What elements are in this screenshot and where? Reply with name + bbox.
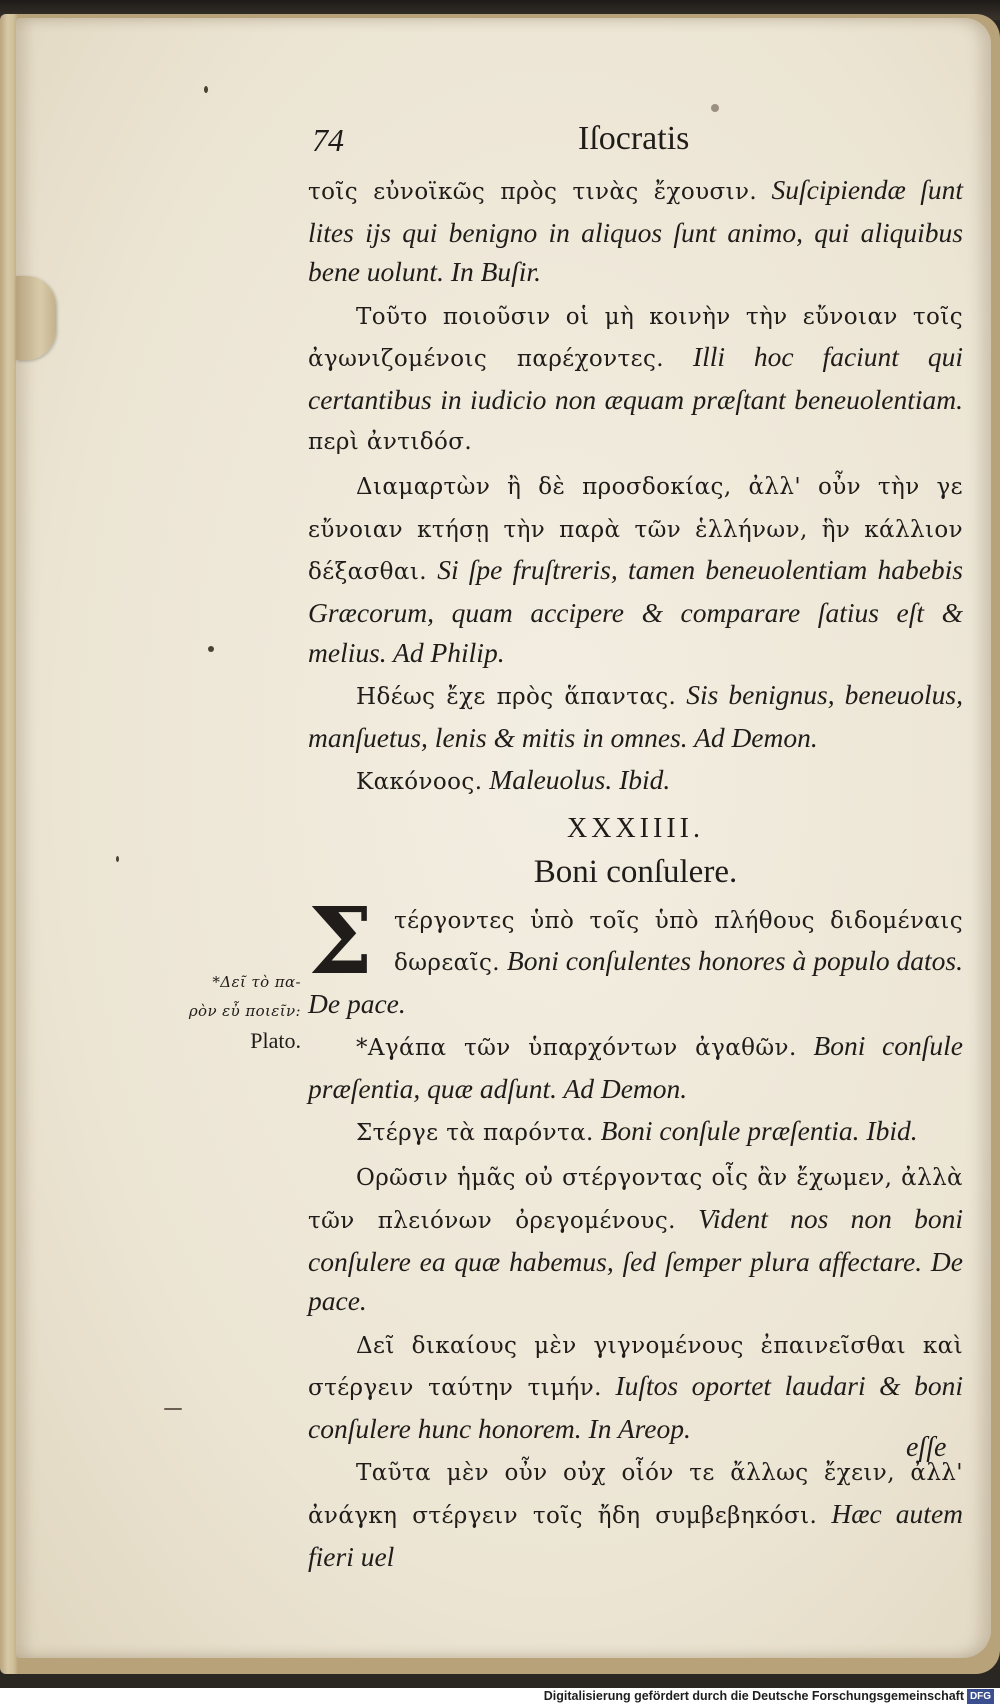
ink-speck (208, 646, 214, 652)
greek-quote: Στέργε τὰ παρόντα. (356, 1120, 594, 1147)
latin-translation: Boni conſule præſentia, quæ adſunt. Ad Demon. (308, 1030, 963, 1104)
page-header (308, 118, 956, 164)
page-number: 74 (312, 122, 344, 158)
ink-speck (116, 856, 119, 862)
text-paragraph (308, 1324, 963, 1449)
greek-quote: Διαμαρτὼν ἢ δὲ προσδοκίας, ἀλλ' οὖν τὴν γε εὔνοιαν κτήσῃ τὴν παρὰ τῶν ἑλλήνων, ἣν κάλλιον δέξασθαι. (308, 473, 963, 586)
text-paragraph (308, 465, 963, 673)
ink-speck (164, 1408, 182, 1410)
latin-translation: Hæc autem fieri uel (308, 1497, 964, 1572)
latin-translation: Sis benignus, beneuolus, manſuetus, lenis & mitis in omnes. Ad Demon. (308, 678, 964, 753)
latin-translation: Boni conſulentes honores à populo datos. De pace. (308, 945, 963, 1019)
running-title: Iſocratis (578, 120, 690, 157)
margin-attribution: Plato. (250, 1028, 301, 1053)
latin-translation: Suſcipiendæ ſunt lites ijs qui benigno in aliquos ſunt animo, qui aliquibus bene uolunt. In Buſir. (308, 174, 964, 288)
footer-credit: Digitalisierung gefördert durch die Deutsche Forschungsgemeinschaft (543, 1689, 964, 1703)
margin-greek-line: *Δεῖ τὸ πα- (212, 973, 301, 991)
ink-speck (711, 104, 719, 112)
greek-quote: Ταῦτα μὲν οὖν οὐχ οἷόν τε ἄλλως ἔχειν, ἀλλ' ἀνάγκη στέργειν τοῖς ἤδη συμβεβηκόσι. (308, 1460, 963, 1529)
text-paragraph (308, 1026, 963, 1108)
main-text-block (308, 170, 963, 1579)
latin-translation: Boni conſule præſentia. Ibid. (600, 1115, 918, 1147)
catchword: eſſe (906, 1432, 947, 1463)
latin-translation: Si ſpe fruſtreris, tamen beneuolentiam habebis Græcorum, quam accipere & comparare ſatius eſt & melius. Ad Philip. (308, 554, 963, 668)
greek-quote: Τοῦτο ποιοῦσιν οἱ μὴ κοινὴν τὴν εὔνοιαν τοῖς ἀγωνιζομένοις παρέχοντες. (308, 303, 963, 373)
greek-quote: Ηδέως ἔχε πρὸς ἅπαντας. (356, 683, 677, 710)
greek-quote: *Αγάπα τῶν ὑπαρχόντων ἀγαθῶν. (356, 1035, 797, 1062)
latin-translation: Maleuolus. Ibid. (489, 763, 671, 795)
text-paragraph (308, 1451, 963, 1576)
greek-quote: τοῖς εὐνοϊκῶς πρὸς τινὰς ἔχουσιν. (308, 179, 758, 205)
text-paragraph (308, 1156, 963, 1321)
greek-quote: Ορῶσιν ἡμᾶς οὐ στέργοντας οἷς ἂν ἔχωμεν, ἀλλὰ τῶν πλειόνων ὀρεγομένους. (308, 1165, 963, 1234)
ink-speck (204, 86, 208, 93)
latin-translation: Vident nos non boni conſulere ea quæ habemus, ſed ſemper plura affectare. De pace. (308, 1202, 963, 1317)
latin-translation: Illi hoc faciunt qui certantibus in iudicio non æquam præſtant beneuolentiam. (308, 341, 963, 416)
text-paragraph (308, 295, 963, 463)
text-paragraph (308, 675, 963, 757)
margin-greek-line: ρὸν εὖ ποιεῖν: (188, 1002, 301, 1020)
greek-source: περὶ ἀντιδόσ. (308, 428, 473, 455)
drop-cap-initial: Σ (308, 886, 374, 995)
section-title: Boni conſulere. (533, 853, 738, 890)
text-paragraph (308, 886, 963, 1024)
dfg-logo-icon: DFG (967, 1689, 994, 1704)
page-tab-marker (16, 276, 56, 360)
margin-note (176, 968, 301, 1055)
text-paragraph (308, 170, 963, 292)
greek-quote: Δεῖ δικαίους μὲν γιγνομένους ἐπαινεῖσθαι καὶ στέργειν ταύτην τιμήν. (308, 1332, 963, 1402)
latin-translation: Iuſtos oportet laudari & boni conſulere hunc honorem. In Areop. (308, 1370, 964, 1444)
greek-quote: Κακόνοος. (356, 768, 483, 795)
text-paragraph (308, 1111, 963, 1154)
greek-quote: τέργοντες ὑπὸ τοῖς ὑπὸ πλήθους διδομέναις δωρεαῖς. (394, 907, 963, 977)
text-paragraph (308, 760, 963, 803)
section-number: XXXIIII. (567, 812, 704, 844)
